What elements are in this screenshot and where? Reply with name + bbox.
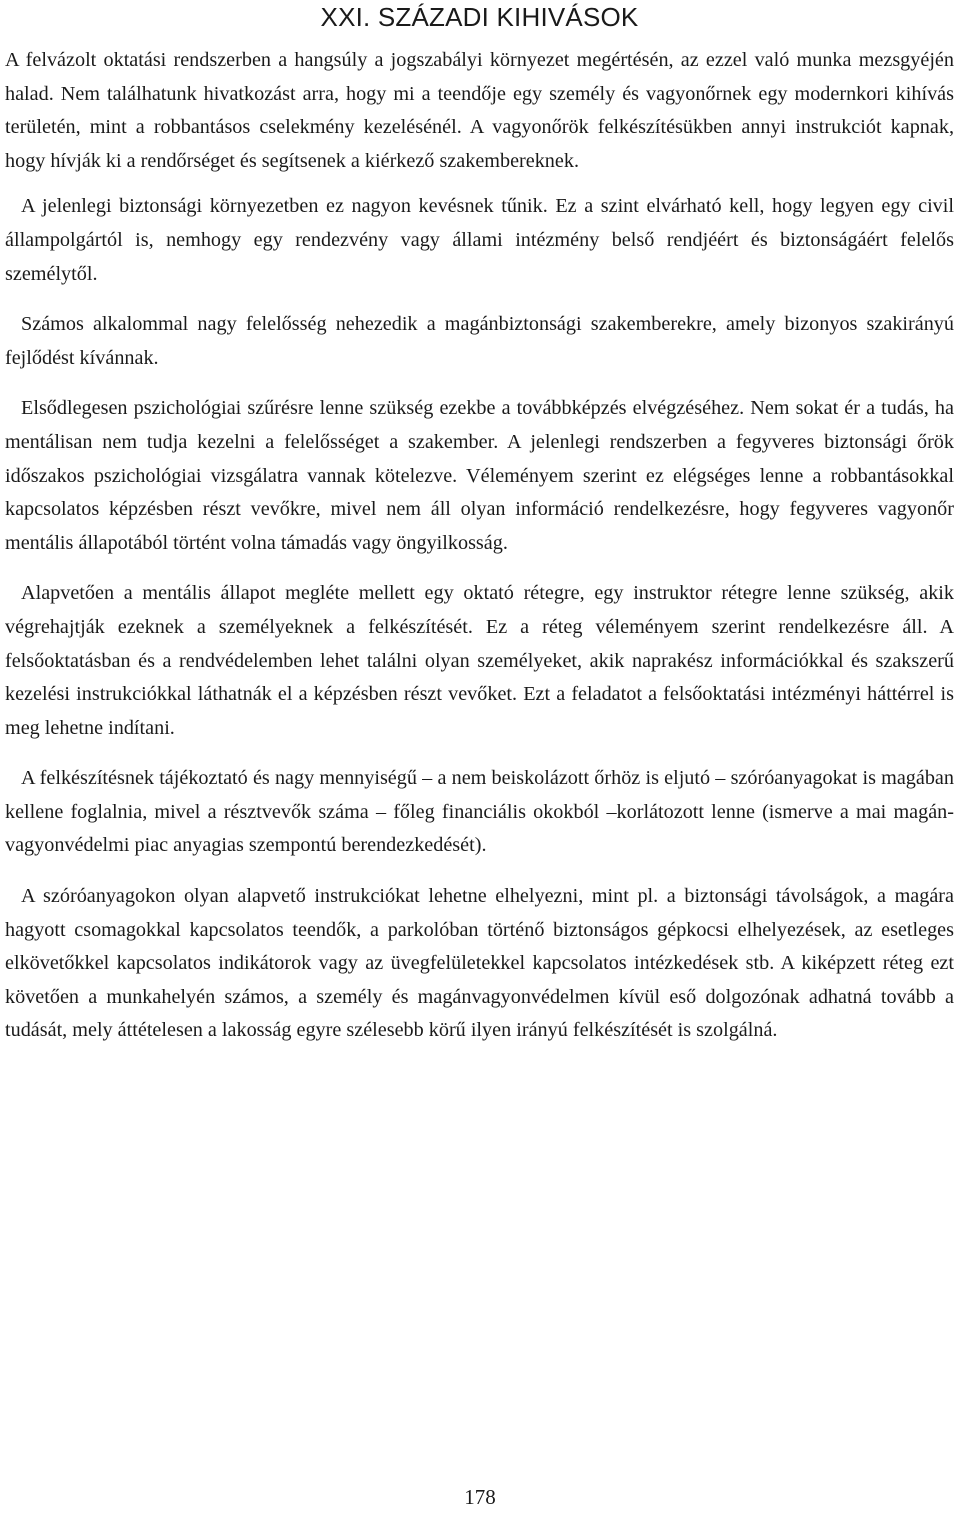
paragraph-3: Számos alkalommal nagy felelősség nehezedik a magánbiztonsági szakemberekre, amely bizonyos szakirányú fejlődést kívánnak. bbox=[5, 313, 954, 369]
paragraph-4: Elsődlegesen pszichológiai szűrésre lenne szükség ezekbe a továbbképzés elvégzéséhez. Nem sokat ér a tudás, ha mentálisan nem tudja kezelni a felelősséget a szakember. A jelenlegi rendszerben a fegyveres biztonsági őrök időszakos pszichológiai vizsgálatra vannak kötelezve. Véleményem szerint ez elégséges lenne a robbantásokkal kapcsolatos képzésben részt vevőkre, mivel nem áll olyan információ rendelkezésre, hogy fegyveres vagyonőr mentális állapotából történt volna támadás vagy öngyilkosság. bbox=[5, 397, 954, 554]
page-number: 178 bbox=[464, 1485, 496, 1509]
paragraph-2: A jelenlegi biztonsági környezetben ez nagyon kevésnek tűnik. Ez a szint elvárható kell, hogy legyen egy civil állampolgártól is, nemhogy egy rendezvény vagy állami intézmény belső rendjéért és biztonságáért felelős személytől. bbox=[5, 195, 954, 285]
paragraph-1: A felvázolt oktatási rendszerben a hangsúly a jogszabályi környezet megértésén, az ezzel való munka mezsgyéjén halad. Nem találhatunk hivatkozást arra, hogy mi a teendője egy személy és vagyonőrnek egy modernkori kihívás területén, mint a robbantásos cselekmény kezelésénél. A vagyonőrök felkészítésükben annyi instrukciót kapnak, hogy hívják ki a rendőrséget és segítsenek a kiérkező szakembereknek. bbox=[5, 49, 954, 172]
paragraph-5: Alapvetően a mentális állapot megléte mellett egy oktató rétegre, egy instruktor rétegre lenne szükség, akik végrehajtják ezeknek a személyeknek a felkészítését. Ez a réteg véleményem szerint rendelkezésre áll. A felsőoktatásban és a rendvédelemben lehet találni olyan személyeket, akik naprakész információkkal és szakszerű kezelési instrukciókkal láthatnák el a képzésben részt vevőket. Ezt a feladatot a felsőoktatási intézményi háttérrel is meg lehetne indítani. bbox=[5, 582, 954, 739]
paragraph-7: A szóróanyagokon olyan alapvető instrukciókat lehetne elhelyezni, mint pl. a biztonsági távolságok, a magára hagyott csomagokkal kapcsolatos teendők, a parkolóban történő biztonságos gépkocsi elhelyezések, az esetleges elkövetőkkel kapcsolatos indikátorok vagy az üvegfelületekkel kapcsolatos intézkedések stb. A kiképzett réteg ezt követően a munkahelyén számos, a személy és magánvagyonvédelmen kívül eső dolgozónak adhatná tovább a tudását, mely áttételesen a lakosság egyre szélesebb körű ilyen irányú felkészítését is szolgálná. bbox=[5, 885, 954, 1042]
paragraph-6: A felkészítésnek tájékoztató és nagy mennyiségű – a nem beiskolázott őrhöz is eljutó – szóróanyagokat is magában kellene foglalnia, mivel a résztvevők száma – főleg financiális okokból –korlátozott lenne (ismerve a mai magán-vagyonvédelmi piac anyagias szempontú berendezkedését). bbox=[5, 767, 954, 857]
chapter-title: XXI. SZÁZADI KIHIVÁSOK bbox=[320, 2, 639, 32]
